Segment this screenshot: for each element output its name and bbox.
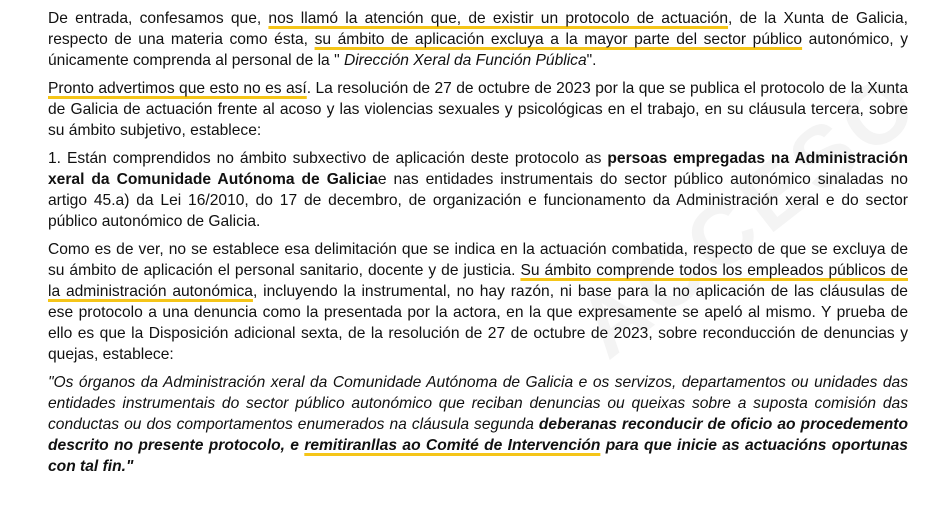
text-run: , incluyendo la instrumental, no hay razón, ni base para la no aplicación de las cláusulas de ese protocolo a una denuncia como la presentada por la actora, en la que expresamente se apeló al mismo. Y prueba de ello es que la Disposición adicional sexta, de la resolución de 27 de octubre de 2023, sobre reconducción de denuncias y quejas, establece: [48,283,908,363]
highlighted-text: Pronto advertimos que esto no es así [48,80,307,97]
italic-quote: Dirección Xeral da Función Pública [339,52,587,69]
text-run: ". [586,52,597,69]
text-run: . La resolución de 27 de octubre de 2023 por la que se publica el protocolo de la Xunta de Galicia de actuación frente al acoso y las violencias sexuales y psicológicas en el trabajo, en su cláusula tercera, sobre su ámbito subjetivo, establece: [48,80,909,139]
paragraph-intro [48,8,908,71]
document-body [48,8,908,484]
paragraph-resolution [48,78,908,141]
bold-text: para que inicie as actuacións oportunas con tal fin." [48,437,908,475]
paragraph-provision-quote [48,372,908,477]
bold-text: persoas empregadas na Administración xeral da Comunidade Autónoma de Galicia [48,150,908,188]
text-run: 1. Están comprendidos no ámbito subxectivo de aplicación deste protocolo as [48,150,608,167]
highlighted-text: Su ámbito comprende todos los empleados públicos de la administración autonómica [48,262,908,300]
text-run: De entrada, confesamos que, [48,10,269,27]
text-run: Como es de ver, no se establece esa delimitación que se indica en la actuación combatida, respecto de que se excluya de su ámbito de aplicación el personal sanitario, docente y de justicia. [48,241,908,279]
text-run: e nas entidades instrumentais do sector público autonómico sinaladas no artigo 45.a) da Lei 16/2010, do 17 de decembro, de organización e funcionamento da Administración xeral e do sector público autonómico de Galicia. [48,171,908,230]
highlighted-text: su ámbito de aplicación excluya a la mayor parte del sector público [314,31,803,48]
highlighted-bold-text: remitiranllas ao Comité de Intervención [304,437,601,454]
bold-text: deberanas reconducir de oficio ao procedemento descrito no presente protocolo, e [48,416,908,454]
text-run: , de la Xunta de Galicia, respecto de una materia como ésta, [48,10,908,48]
highlighted-text: nos llamó la atención que, de existir un protocolo de actuación [268,10,729,27]
paragraph-clause-quote [48,148,908,232]
text-run: "Os órganos da Administración xeral da Comunidade Autónoma de Galicia e os servizos, departamentos ou unidades das entidades instrumentais do sector público autonómico que reciban denuncias ou queixas sobre a suposta comisión das conductas ou dos comportamentos enumerados na cláusula segunda [48,374,908,433]
paragraph-analysis [48,239,908,365]
text-run: autonómico, y únicamente comprenda al personal de la " [48,31,908,69]
